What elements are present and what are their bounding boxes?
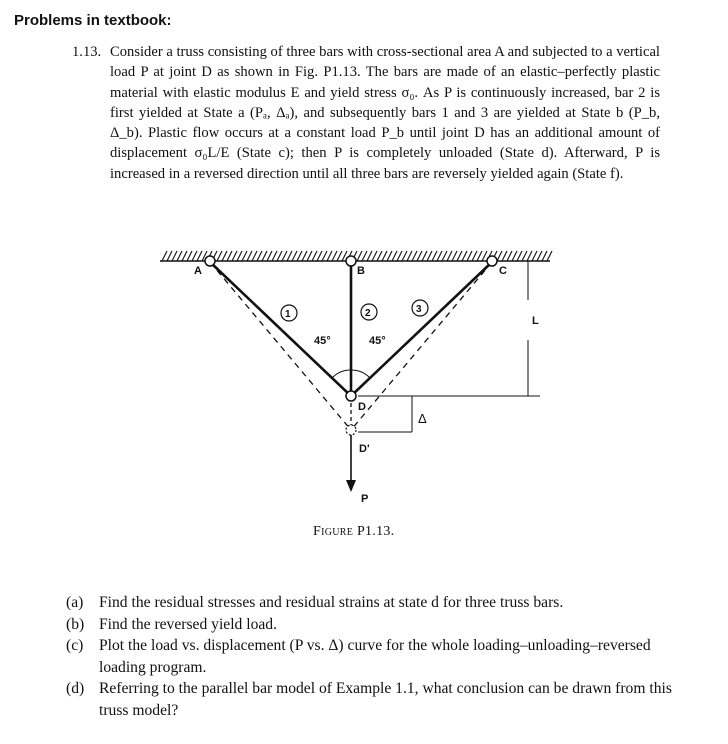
problem-number: 1.13. [72, 44, 102, 60]
question-label: (b) [66, 615, 85, 633]
hatch-mark [292, 251, 297, 261]
hatch-mark [387, 251, 392, 261]
hatch-mark [307, 251, 312, 261]
truss-figure [150, 240, 570, 510]
hatch-mark [357, 251, 362, 261]
problem-text: Consider a truss consisting of three bars with cross-sectional area A and subjected to a vertical load P at joint D as shown in Fig. P1.13. The bars are made of an elastic–perfectly plastic material with elastic modulus E and yield stress σ₀. As P is continuously increased, bar 2 is first yielded at State a (Pₐ, Δₐ), and subsequently bars 1 and 3 are yielded at State b (P_b, Δ_b). Plastic flow occurs at a constant load P_b until joint D has an additional amount of displacement σ₀L/E (State c); then P is completely unloaded (State d). Afterward, P is increased in a reversed direction until all three bars are reversely yielded again (State f). [110, 44, 660, 182]
hatch-mark [312, 251, 317, 261]
label-D: D [358, 401, 366, 413]
hatch-mark [467, 251, 472, 261]
hatch-mark [282, 251, 287, 261]
label-bar-3: 3 [416, 304, 422, 315]
hatch-mark [417, 251, 422, 261]
hatch-mark [317, 251, 322, 261]
hatch-mark [422, 251, 427, 261]
hatch-mark [322, 251, 327, 261]
hatch-mark [392, 251, 397, 261]
hatch-mark [362, 251, 367, 261]
joint-A [205, 256, 215, 266]
hatch-mark [412, 251, 417, 261]
label-bar-1: 1 [285, 309, 291, 320]
question-a [66, 592, 678, 614]
question-b [66, 614, 678, 636]
hatch-mark [257, 251, 262, 261]
label-A: A [194, 265, 202, 277]
hatch-mark [457, 251, 462, 261]
question-d [66, 678, 678, 721]
hatch-mark [427, 251, 432, 261]
joint-D [346, 391, 356, 401]
hatch-mark [187, 251, 192, 261]
hatch-mark [542, 251, 547, 261]
hatch-mark [437, 251, 442, 261]
hatch-mark [507, 251, 512, 261]
hatch-mark [367, 251, 372, 261]
label-angle-right: 45° [369, 335, 386, 347]
hatch-mark [232, 251, 237, 261]
hatch-mark [372, 251, 377, 261]
label-C: C [499, 265, 507, 277]
hatch-mark [247, 251, 252, 261]
hatch-mark [297, 251, 302, 261]
hatch-mark [222, 251, 227, 261]
label-P: P [361, 493, 369, 505]
hatch-mark [277, 251, 282, 261]
hatch-mark [497, 251, 502, 261]
hatch-mark [402, 251, 407, 261]
question-text: Referring to the parallel bar model of Example 1.1, what conclusion can be drawn from this truss model? [99, 680, 672, 719]
angle-arc-right [351, 370, 370, 378]
hatch-mark [162, 251, 167, 261]
page-header: Problems in textbook: [14, 12, 172, 29]
joint-D-prime [346, 425, 356, 435]
question-label: (d) [66, 680, 85, 698]
hatch-mark [532, 251, 537, 261]
hatch-mark [537, 251, 542, 261]
hatch-mark [452, 251, 457, 261]
question-list [66, 592, 678, 722]
label-L: L [532, 315, 539, 327]
angle-arc-left [332, 370, 351, 378]
label-bar-2: 2 [365, 308, 371, 319]
question-c [66, 635, 678, 678]
hatch-mark [267, 251, 272, 261]
hatch-mark [172, 251, 177, 261]
hatch-mark [547, 251, 552, 261]
label-B: B [357, 265, 365, 277]
label-angle-left: 45° [314, 335, 331, 347]
joint-B [346, 256, 356, 266]
hatch-mark [167, 251, 172, 261]
figure-caption: Figure P1.13. [313, 524, 395, 539]
hatch-mark [252, 251, 257, 261]
hatch-mark [482, 251, 487, 261]
hatch-mark [477, 251, 482, 261]
hatch-mark [462, 251, 467, 261]
hatch-mark [407, 251, 412, 261]
hatch-mark [472, 251, 477, 261]
hatch-mark [287, 251, 292, 261]
hatch-mark [432, 251, 437, 261]
label-delta: Δ [418, 411, 427, 426]
hatch-mark [182, 251, 187, 261]
hatch-mark [377, 251, 382, 261]
question-label: (c) [66, 637, 84, 655]
hatch-mark [447, 251, 452, 261]
hatch-mark [217, 251, 222, 261]
hatch-mark [242, 251, 247, 261]
hatch-mark [527, 251, 532, 261]
label-D-prime: D' [359, 443, 370, 455]
hatch-mark [502, 251, 507, 261]
joint-C [487, 256, 497, 266]
hatch-mark [517, 251, 522, 261]
question-text: Find the residual stresses and residual strains at state d for three truss bars. [99, 594, 564, 611]
hatch-mark [177, 251, 182, 261]
load-arrowhead [346, 480, 356, 492]
hatch-mark [262, 251, 267, 261]
hatch-mark [227, 251, 232, 261]
hatch-mark [192, 251, 197, 261]
hatch-mark [272, 251, 277, 261]
hatch-mark [512, 251, 517, 261]
hatch-mark [337, 251, 342, 261]
hatch-mark [522, 251, 527, 261]
hatch-mark [197, 251, 202, 261]
bar-3 [351, 262, 492, 396]
hatch-mark [397, 251, 402, 261]
hatch-mark [332, 251, 337, 261]
hatch-mark [237, 251, 242, 261]
hatch-mark [382, 251, 387, 261]
hatch-mark [327, 251, 332, 261]
bar-1 [210, 262, 351, 396]
hatch-mark [442, 251, 447, 261]
question-text: Find the reversed yield load. [99, 615, 277, 633]
question-label: (a) [66, 594, 84, 611]
question-text: Plot the load vs. displacement (P vs. Δ) curve for the whole loading–unloading–reversed loading program. [99, 637, 651, 676]
problem-statement [72, 42, 660, 184]
hatch-mark [302, 251, 307, 261]
